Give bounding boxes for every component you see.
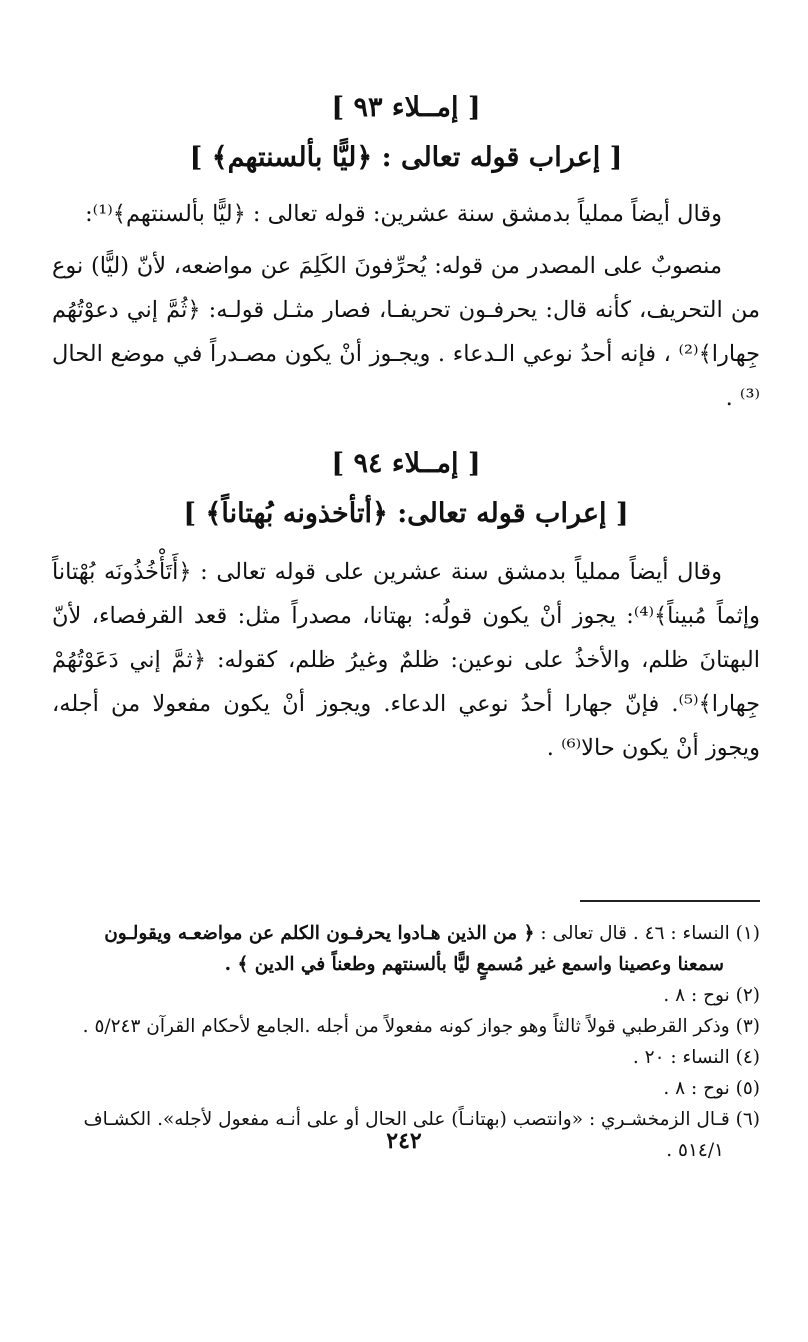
footnote-2 (52, 980, 760, 1011)
footnote-lead: النساء : ٤٦ . قال تعالى : (540, 923, 730, 944)
section-94-title-heading: [ إعراب قوله تعالى: ﴿أتأخذونه بُهتاناً﴾ ] (183, 498, 629, 529)
section-94-paragraph-1: وقال أيضاً مملياً بدمشق سنة عشرين على قوله تعالى : ﴿أَتَأْخُذُونَه بُهْتاناً وإثماً مُبيناً﴾⁽⁴⁾: يجوز أنْ يكون قولُه: بهتانا، مصدراً مثل: قعد القرفصاء، لأنّ البهتانَ ظلم، والأخذُ على نوعين: ظلمٌ وغيرُ ظلم، كقوله: ﴿ثمَّ إني دَعَوْتُهُمْ جِهارا﴾⁽⁵⁾. فإنّ جهارا أحدُ نوعي الدعاء. ويجوز أنْ يكون مفعولا من أجله، ويجوز أنْ يكون حالا⁽⁶⁾ . (52, 559, 760, 761)
section-93-number-heading: [ إمــلاء ٩٣ ] (331, 92, 481, 123)
section-93-paragraph-1: وقال أيضاً مملياً بدمشق سنة عشرين: قوله تعالى : ﴿ليًّا بألسنتهم﴾⁽¹⁾: (85, 201, 722, 227)
footnote-lead: النساء : ٢٠ . (632, 1047, 730, 1068)
footnote-marker: (٢) (735, 985, 760, 1006)
section-94-number-heading: [ إمــلاء ٩٤ ] (331, 448, 481, 479)
footnote-continuation: سمعنا وعصينا واسمع غير مُسمعٍ ليًّا بألسنتهم وطعناً في الدين ﴾ . (224, 954, 724, 975)
footnote-marker: (٥) (735, 1078, 760, 1099)
footnote-lead: نوح : ٨ . (663, 985, 730, 1006)
footnote-1 (52, 918, 760, 980)
section-93-title-heading: [ إعراب قوله تعالى : ﴿ليًّا بألسنتهم﴾ ] (189, 142, 623, 173)
footnote-5 (52, 1073, 760, 1104)
page-number: ٢٤٢ (386, 1128, 422, 1154)
footnote-marker: (٤) (735, 1047, 760, 1068)
footnote-lead: قـال الزمخشـري : «وانتصب (بهتانـاً) على الحال أو على أنـه مفعول لأجله». الكشـاف (83, 1109, 730, 1130)
section-93-paragraph-2: منصوبٌ على المصدر من قوله: يُحرِّفونَ الكَلِمَ عن مواضعه، لأنّ (ليًّا) نوع من التحريف، كأنه قال: يحرفـون تحريفـا، فصار مثـل قولـه: ﴿ثُمَّ إني دعوْتُهُم جِهارا﴾⁽²⁾ ، فإنه أحدُ نوعي الـدعاء . ويجـوز أنْ يكون مصـدراً في موضع الحال ⁽³⁾ . (52, 253, 761, 411)
footnote-lead: نوح : ٨ . (663, 1078, 730, 1099)
footnote-marker: (٣) (735, 1016, 760, 1037)
footnote-quote: ﴿ من الذين هـادوا يحرفـون الكلم عن مواضعـه ويقولـون (104, 923, 535, 944)
footnote-continuation: ٥١٤/١ . (666, 1140, 724, 1161)
footnote-marker: (١) (735, 923, 760, 944)
footnote-marker: (٦) (735, 1109, 760, 1130)
footnote-lead: وذكر القرطبي قولاً ثالثاً وهو جواز كونه مفعولاً من أجله .الجامع لأحكام القرآن ٥/٢٤٣ . (82, 1016, 730, 1037)
footnote-separator (580, 900, 760, 902)
footnote-4 (52, 1042, 760, 1073)
footnote-3 (52, 1011, 760, 1042)
